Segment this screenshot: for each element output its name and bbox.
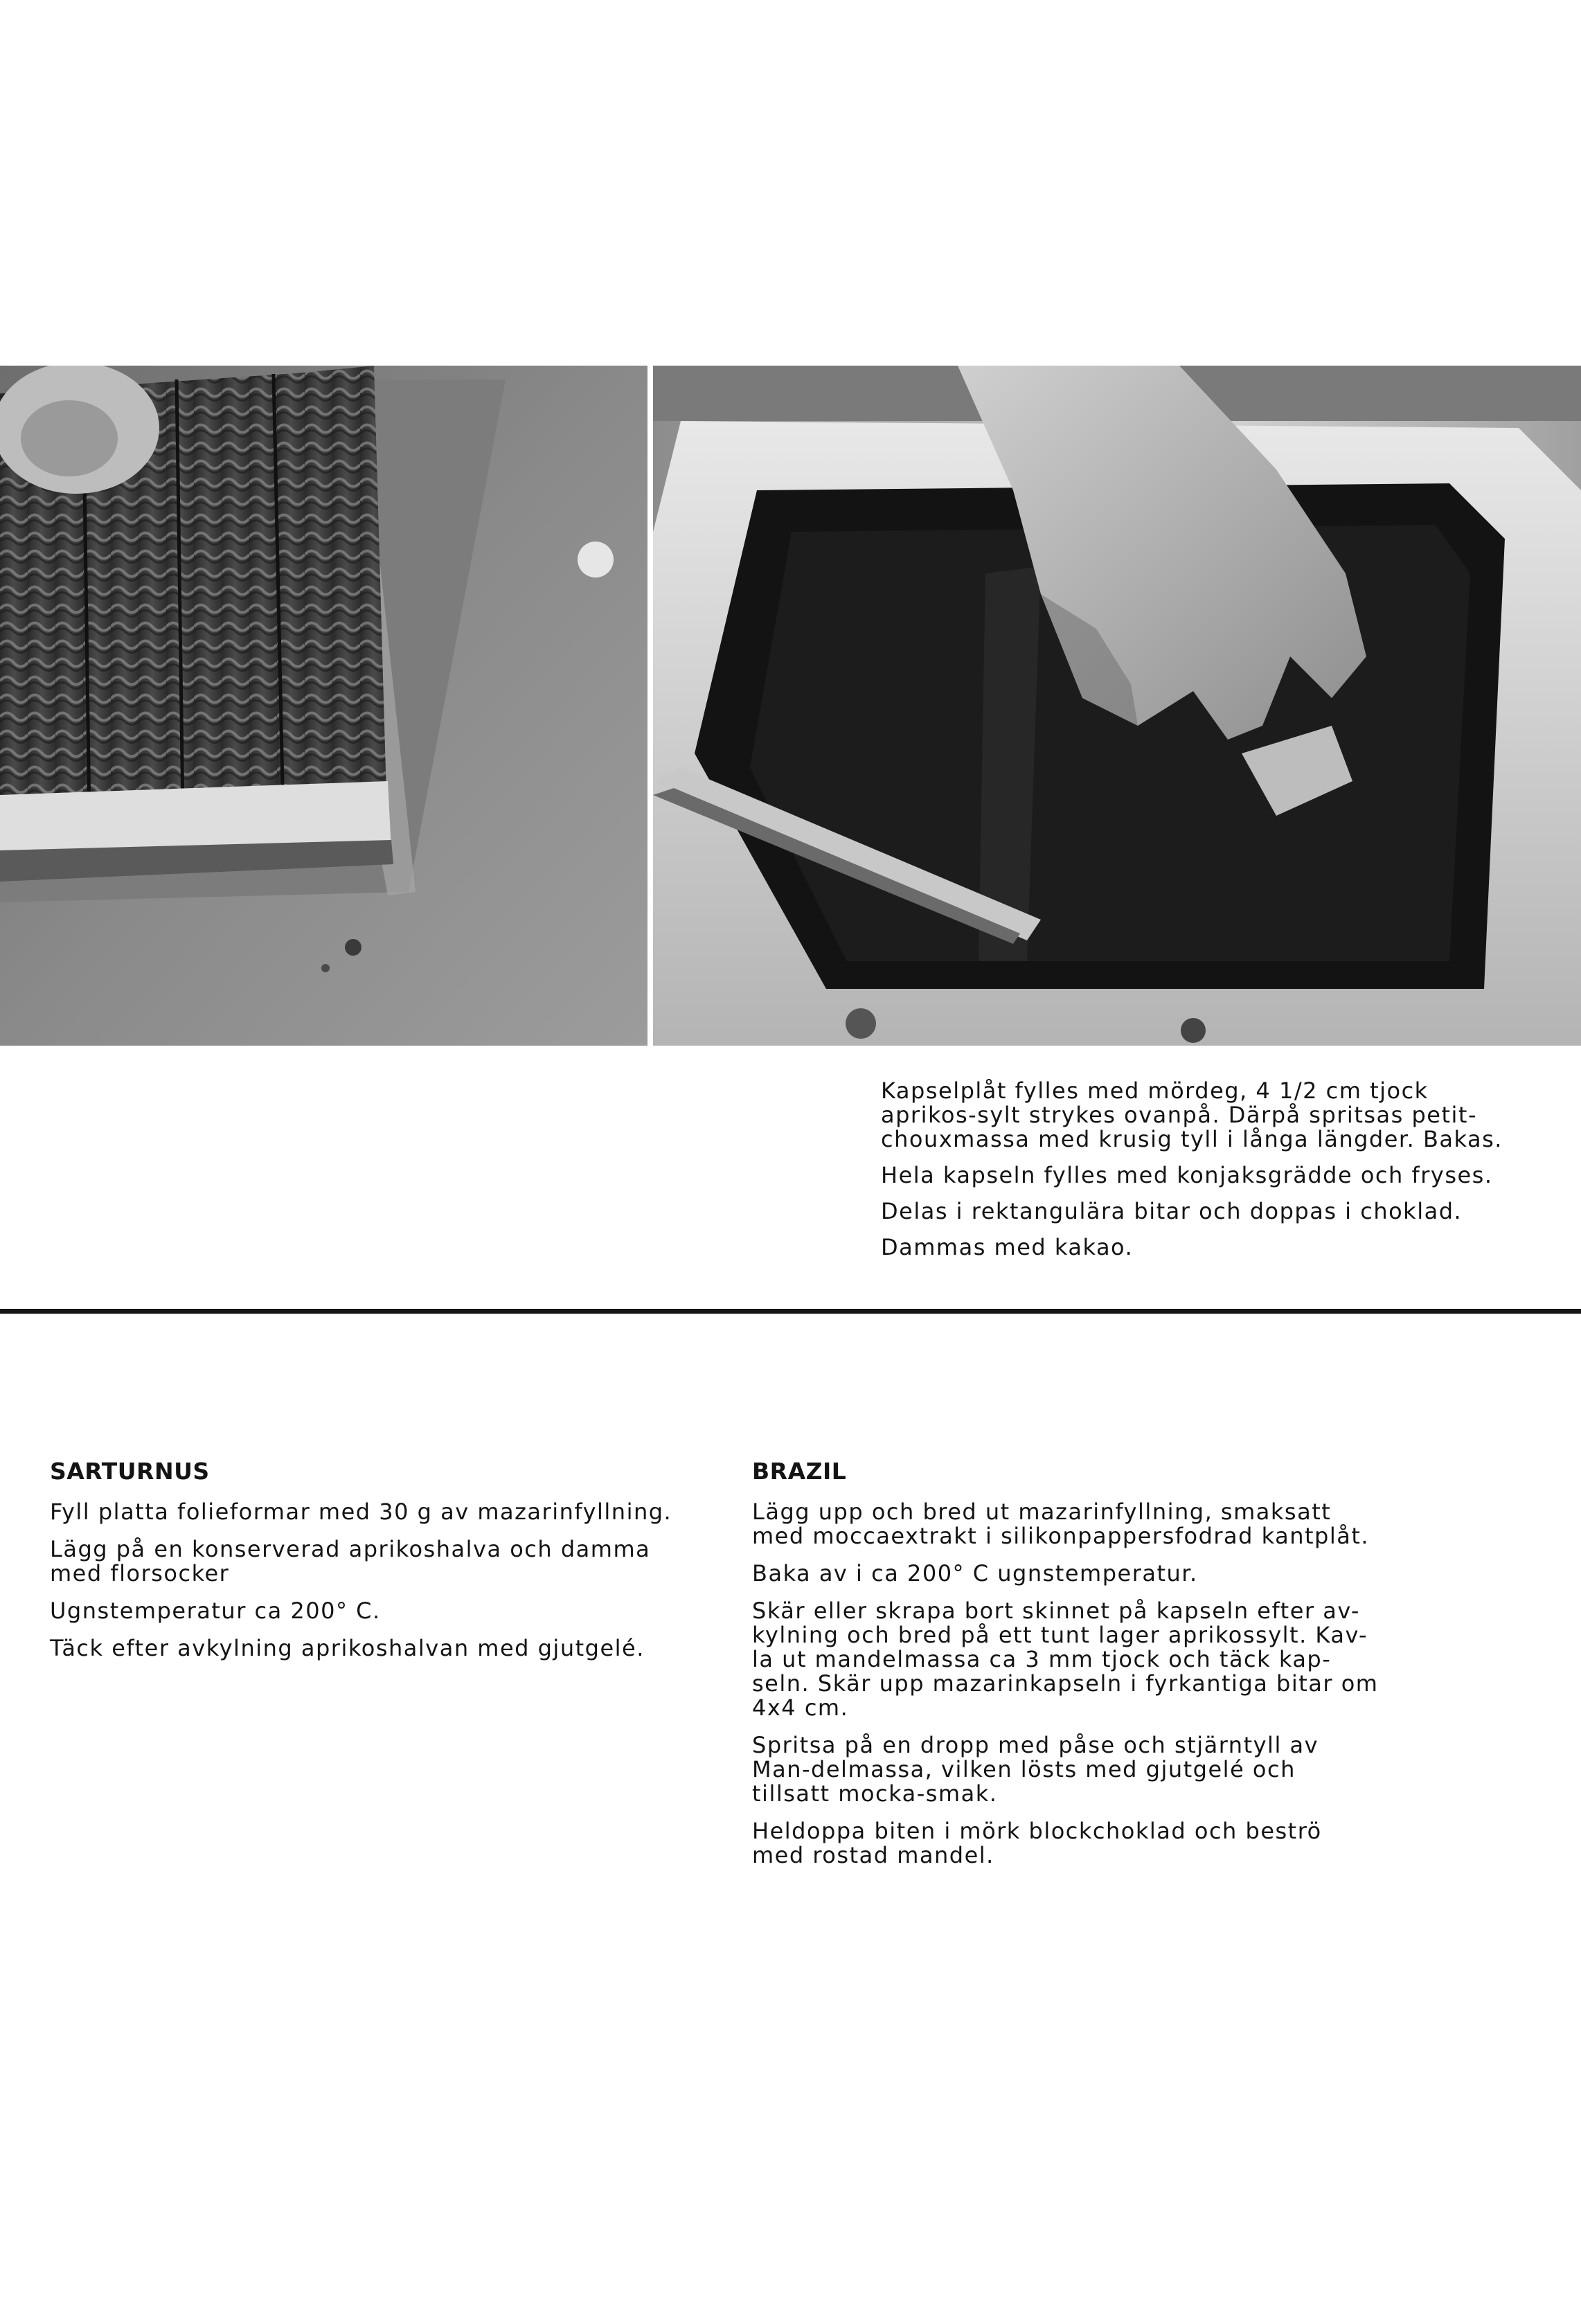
caption-paragraph: Dammas med kakao. xyxy=(881,1234,1134,1260)
section-divider xyxy=(0,1309,1581,1314)
recipe-step: Spritsa på en dropp med påse och stjärntyll av Man-delmassa, vilken lösts med gjutgelé och tillsatt mocka-smak. xyxy=(752,1732,1319,1807)
photo-filling-tray-drawing xyxy=(653,366,1581,1046)
recipe-step: Lägg på en konserverad aprikoshalva och damma med florsocker xyxy=(50,1536,651,1586)
recipe-title: SARTURNUS xyxy=(50,1458,210,1485)
photo-caption xyxy=(881,1079,1504,1271)
caption-paragraph: Delas i rektangulära bitar och doppas i choklad. xyxy=(881,1198,1463,1224)
caption-paragraph: Hela kapseln fylles med konjaksgrädde och fryses. xyxy=(881,1162,1493,1188)
photo-filling-tray xyxy=(653,366,1581,1046)
recipe-step: Täck efter avkylning aprikoshalvan med gjutgelé. xyxy=(50,1635,645,1661)
recipe-brazil xyxy=(752,1458,1379,1881)
recipe-step: Baka av i ca 200° C ugnstemperatur. xyxy=(752,1560,1198,1586)
recipe-step: Lägg upp och bred ut mazarinfyllning, smaksatt med moccaextrakt i silikonpappersfodrad kantplåt. xyxy=(752,1499,1370,1549)
photo-piped-pastry-drawing xyxy=(0,366,647,1046)
photo-piped-pastry xyxy=(0,366,647,1046)
recipe-step: Skär eller skrapa bort skinnet på kapseln efter av-kylning och bred på ett tunt lager aprikossylt. Kav-la ut mandelmassa ca 3 mm tjock och täck kap-seln. Skär upp mazarinkapseln i fyrkantiga bitar om 4x4 cm. xyxy=(752,1598,1379,1721)
recipe-sarturnus xyxy=(50,1458,687,1674)
recipe-title: BRAZIL xyxy=(752,1458,847,1485)
recipe-step: Fyll platta folieformar med 30 g av mazarinfyllning. xyxy=(50,1499,672,1525)
recipe-step: Heldoppa biten i mörk blockchoklad och beströ med rostad mandel. xyxy=(752,1818,1322,1868)
caption-paragraph: Kapselplåt fylles med mördeg, 4 1/2 cm tjock aprikos-sylt strykes ovanpå. Därpå spritsas petit-chouxmassa med krusig tyll i långa längder. Bakas. xyxy=(881,1078,1503,1152)
recipe-step: Ugnstemperatur ca 200° C. xyxy=(50,1598,381,1624)
